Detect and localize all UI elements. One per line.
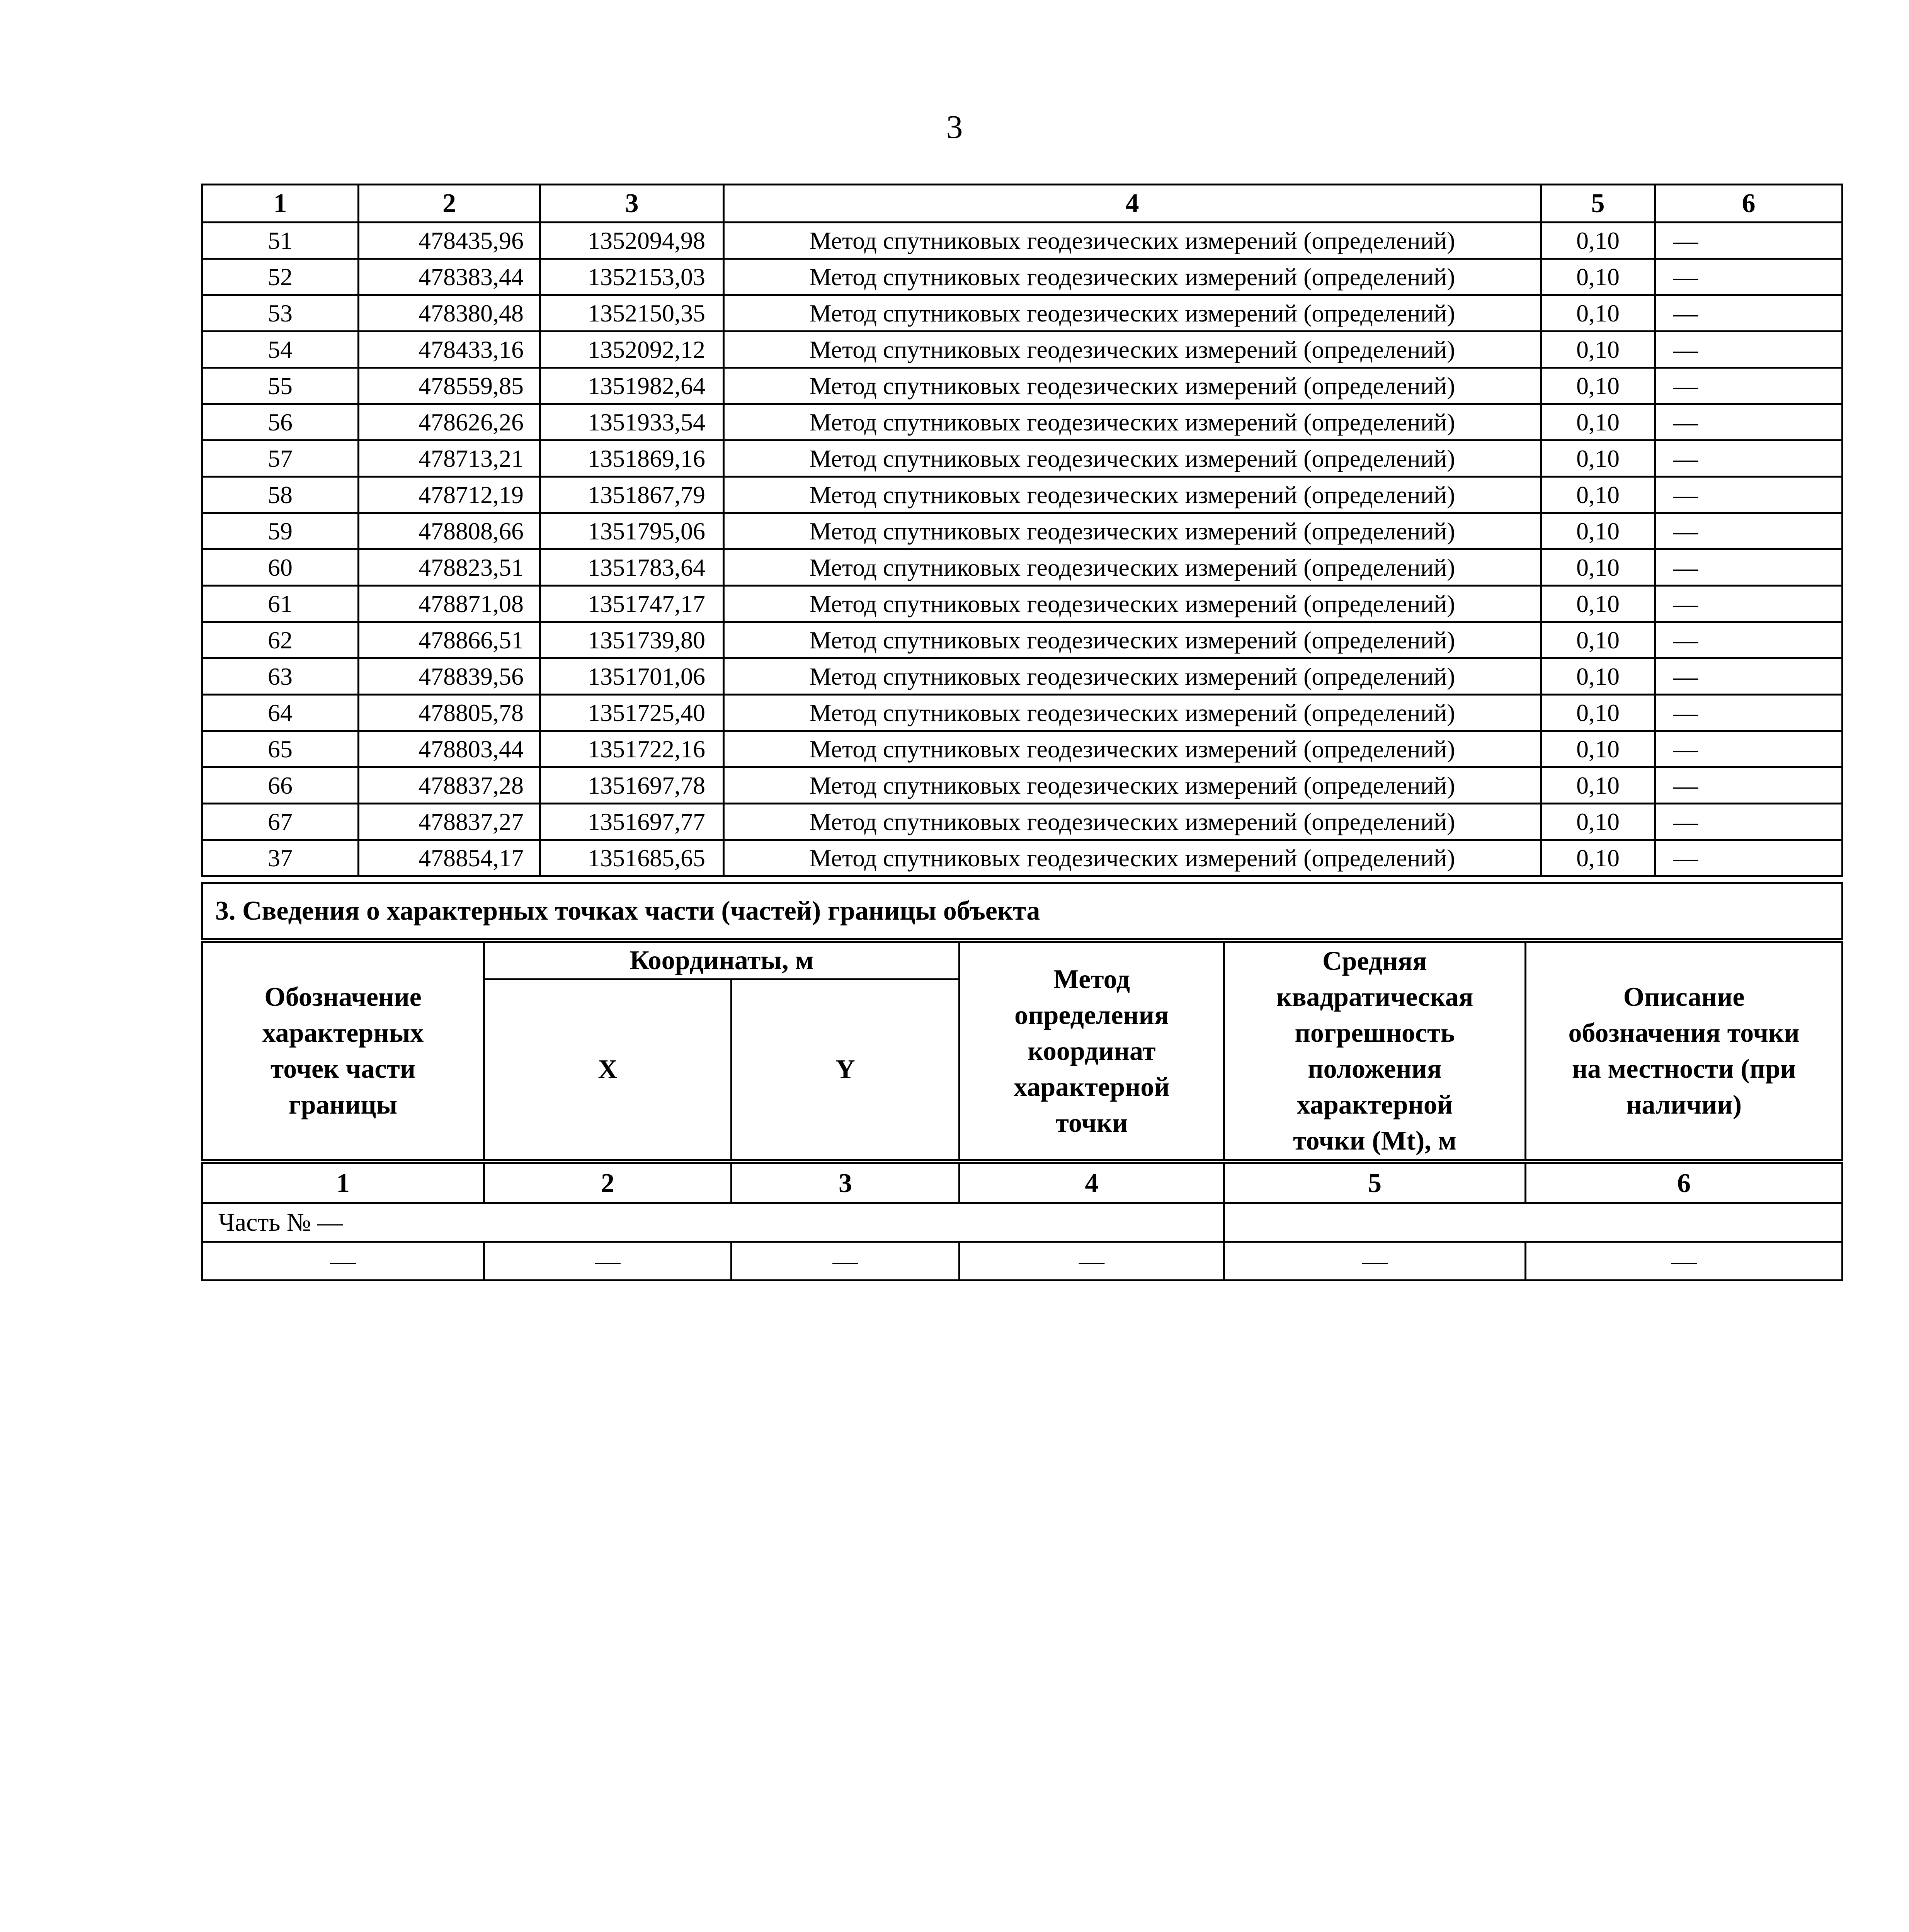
x-cell: 478871,08 bbox=[359, 586, 540, 622]
point-id-cell: 65 bbox=[202, 731, 359, 767]
error-cell: 0,10 bbox=[1541, 622, 1655, 658]
error-cell: 0,10 bbox=[1541, 840, 1655, 876]
header-line: характерных bbox=[262, 1018, 424, 1048]
x-cell: 478866,51 bbox=[359, 622, 540, 658]
y-header: Y bbox=[732, 979, 960, 1162]
table-row bbox=[202, 586, 1843, 622]
header-line: квадратическая bbox=[1276, 982, 1473, 1012]
description-cell: — bbox=[1655, 586, 1843, 622]
y-cell: 1351783,64 bbox=[540, 549, 724, 586]
header-line: Метод bbox=[1053, 964, 1130, 994]
error-cell: 0,10 bbox=[1541, 368, 1655, 404]
table-row bbox=[202, 513, 1843, 549]
x-cell: 478854,17 bbox=[359, 840, 540, 876]
header-line: на местности (при bbox=[1572, 1054, 1796, 1084]
header-line: точки bbox=[1055, 1108, 1128, 1138]
header-cell: 1 bbox=[202, 185, 359, 223]
point-id-cell: 60 bbox=[202, 549, 359, 586]
x-cell: 478713,21 bbox=[359, 440, 540, 477]
y-cell: 1352153,03 bbox=[540, 259, 724, 295]
header-line: характерной bbox=[1014, 1072, 1170, 1102]
point-id-cell: 53 bbox=[202, 295, 359, 332]
error-cell: 0,10 bbox=[1541, 295, 1655, 332]
description-cell: — bbox=[1655, 622, 1843, 658]
x-cell: 478626,26 bbox=[359, 404, 540, 440]
method-cell: Метод спутниковых геодезических измерений (определений) bbox=[724, 440, 1541, 477]
y-cell: 1352092,12 bbox=[540, 332, 724, 368]
description-cell: — bbox=[1655, 295, 1843, 332]
x-cell: 478805,78 bbox=[359, 695, 540, 731]
parts-table bbox=[201, 882, 1843, 1281]
description-cell: — bbox=[1655, 804, 1843, 840]
description-cell: — bbox=[1655, 332, 1843, 368]
method-cell: Метод спутниковых геодезических измерений (определений) bbox=[724, 332, 1541, 368]
description-cell: — bbox=[1655, 549, 1843, 586]
description-header bbox=[1526, 940, 1843, 1162]
header-line: границы bbox=[288, 1090, 398, 1120]
header-line: наличии) bbox=[1626, 1090, 1742, 1120]
table-cell: — bbox=[484, 1242, 732, 1281]
point-id-cell: 67 bbox=[202, 804, 359, 840]
column-number: 1 bbox=[202, 1162, 484, 1203]
point-id-cell: 51 bbox=[202, 223, 359, 259]
table-row bbox=[202, 404, 1843, 440]
error-cell: 0,10 bbox=[1541, 804, 1655, 840]
table-row bbox=[202, 477, 1843, 513]
description-cell: — bbox=[1655, 404, 1843, 440]
description-cell: — bbox=[1655, 477, 1843, 513]
table-row bbox=[202, 1242, 1843, 1281]
x-cell: 478808,66 bbox=[359, 513, 540, 549]
y-cell: 1352150,35 bbox=[540, 295, 724, 332]
part-empty-cell bbox=[1224, 1203, 1843, 1242]
x-cell: 478383,44 bbox=[359, 259, 540, 295]
table-cell: — bbox=[960, 1242, 1224, 1281]
method-header bbox=[960, 940, 1224, 1162]
description-cell: — bbox=[1655, 731, 1843, 767]
point-id-cell: 61 bbox=[202, 586, 359, 622]
point-id-cell: 54 bbox=[202, 332, 359, 368]
y-cell: 1351725,40 bbox=[540, 695, 724, 731]
method-cell: Метод спутниковых геодезических измерений (определений) bbox=[724, 695, 1541, 731]
error-cell: 0,10 bbox=[1541, 404, 1655, 440]
header-line: положения bbox=[1308, 1054, 1442, 1084]
part-label: Часть № — bbox=[202, 1203, 1224, 1242]
table-cell: — bbox=[202, 1242, 484, 1281]
header-line: погрешность bbox=[1295, 1018, 1455, 1048]
method-cell: Метод спутниковых геодезических измерений (определений) bbox=[724, 549, 1541, 586]
designation-header bbox=[202, 940, 484, 1162]
header-line: характерной bbox=[1296, 1090, 1453, 1120]
part-row bbox=[202, 1203, 1843, 1242]
y-cell: 1351697,78 bbox=[540, 767, 724, 804]
point-id-cell: 58 bbox=[202, 477, 359, 513]
header-cell: 6 bbox=[1655, 185, 1843, 223]
point-id-cell: 52 bbox=[202, 259, 359, 295]
method-cell: Метод спутниковых геодезических измерений (определений) bbox=[724, 767, 1541, 804]
error-cell: 0,10 bbox=[1541, 767, 1655, 804]
method-cell: Метод спутниковых геодезических измерений (определений) bbox=[724, 223, 1541, 259]
table-row bbox=[202, 295, 1843, 332]
method-cell: Метод спутниковых геодезических измерений (определений) bbox=[724, 513, 1541, 549]
section-title: 3. Сведения о характерных точках части (частей) границы объекта bbox=[202, 883, 1843, 941]
point-id-cell: 63 bbox=[202, 658, 359, 695]
error-cell: 0,10 bbox=[1541, 586, 1655, 622]
description-cell: — bbox=[1655, 695, 1843, 731]
page-number: 3 bbox=[946, 108, 963, 145]
point-id-cell: 64 bbox=[202, 695, 359, 731]
column-numbers-row bbox=[202, 1162, 1843, 1203]
error-cell: 0,10 bbox=[1541, 549, 1655, 586]
method-cell: Метод спутниковых геодезических измерений (определений) bbox=[724, 804, 1541, 840]
coordinates-table bbox=[201, 184, 1843, 877]
x-cell: 478380,48 bbox=[359, 295, 540, 332]
y-cell: 1351982,64 bbox=[540, 368, 724, 404]
table-row bbox=[202, 223, 1843, 259]
point-id-cell: 62 bbox=[202, 622, 359, 658]
table-row bbox=[202, 332, 1843, 368]
error-cell: 0,10 bbox=[1541, 695, 1655, 731]
method-cell: Метод спутниковых геодезических измерений (определений) bbox=[724, 368, 1541, 404]
description-cell: — bbox=[1655, 840, 1843, 876]
error-cell: 0,10 bbox=[1541, 440, 1655, 477]
table-cell: — bbox=[1224, 1242, 1526, 1281]
header-line: Обозначение bbox=[264, 982, 422, 1012]
x-cell: 478823,51 bbox=[359, 549, 540, 586]
header-line: Описание bbox=[1623, 982, 1745, 1012]
table-row bbox=[202, 622, 1843, 658]
method-cell: Метод спутниковых геодезических измерений (определений) bbox=[724, 622, 1541, 658]
y-cell: 1351933,54 bbox=[540, 404, 724, 440]
y-cell: 1351747,17 bbox=[540, 586, 724, 622]
table-row bbox=[202, 767, 1843, 804]
method-cell: Метод спутниковых геодезических измерений (определений) bbox=[724, 404, 1541, 440]
error-cell: 0,10 bbox=[1541, 223, 1655, 259]
point-id-cell: 66 bbox=[202, 767, 359, 804]
header-line: координат bbox=[1028, 1036, 1156, 1066]
error-header bbox=[1224, 940, 1526, 1162]
x-cell: 478803,44 bbox=[359, 731, 540, 767]
description-cell: — bbox=[1655, 368, 1843, 404]
error-cell: 0,10 bbox=[1541, 332, 1655, 368]
y-cell: 1352094,98 bbox=[540, 223, 724, 259]
table-row bbox=[202, 440, 1843, 477]
header-cell: 3 bbox=[540, 185, 724, 223]
point-id-cell: 55 bbox=[202, 368, 359, 404]
y-cell: 1351795,06 bbox=[540, 513, 724, 549]
error-cell: 0,10 bbox=[1541, 477, 1655, 513]
y-cell: 1351697,77 bbox=[540, 804, 724, 840]
column-number: 4 bbox=[960, 1162, 1224, 1203]
point-id-cell: 37 bbox=[202, 840, 359, 876]
description-cell: — bbox=[1655, 513, 1843, 549]
method-cell: Метод спутниковых геодезических измерений (определений) bbox=[724, 840, 1541, 876]
description-cell: — bbox=[1655, 658, 1843, 695]
error-cell: 0,10 bbox=[1541, 658, 1655, 695]
table-row bbox=[202, 658, 1843, 695]
point-id-cell: 59 bbox=[202, 513, 359, 549]
description-cell: — bbox=[1655, 223, 1843, 259]
header-cell: 2 bbox=[359, 185, 540, 223]
coordinates-table-header bbox=[202, 185, 1843, 223]
y-cell: 1351867,79 bbox=[540, 477, 724, 513]
y-cell: 1351739,80 bbox=[540, 622, 724, 658]
y-cell: 1351722,16 bbox=[540, 731, 724, 767]
x-cell: 478837,28 bbox=[359, 767, 540, 804]
error-cell: 0,10 bbox=[1541, 259, 1655, 295]
x-cell: 478837,27 bbox=[359, 804, 540, 840]
description-cell: — bbox=[1655, 440, 1843, 477]
method-cell: Метод спутниковых геодезических измерений (определений) bbox=[724, 295, 1541, 332]
description-cell: — bbox=[1655, 767, 1843, 804]
description-cell: — bbox=[1655, 259, 1843, 295]
header-line: обозначения точки bbox=[1568, 1018, 1800, 1048]
header-line: точки (Mt), м bbox=[1293, 1126, 1456, 1156]
table-cell: — bbox=[1526, 1242, 1843, 1281]
table-row bbox=[202, 549, 1843, 586]
table-row bbox=[202, 695, 1843, 731]
error-cell: 0,10 bbox=[1541, 731, 1655, 767]
table-row bbox=[202, 731, 1843, 767]
column-number: 2 bbox=[484, 1162, 732, 1203]
method-cell: Метод спутниковых геодезических измерений (определений) bbox=[724, 477, 1541, 513]
column-number: 5 bbox=[1224, 1162, 1526, 1203]
x-cell: 478433,16 bbox=[359, 332, 540, 368]
method-cell: Метод спутниковых геодезических измерений (определений) bbox=[724, 586, 1541, 622]
y-cell: 1351701,06 bbox=[540, 658, 724, 695]
header-line: определения bbox=[1014, 1000, 1169, 1030]
column-number: 3 bbox=[732, 1162, 960, 1203]
x-cell: 478712,19 bbox=[359, 477, 540, 513]
column-number: 6 bbox=[1526, 1162, 1843, 1203]
table-cell: — bbox=[732, 1242, 960, 1281]
coordinates-header: Координаты, м bbox=[484, 940, 960, 979]
x-cell: 478435,96 bbox=[359, 223, 540, 259]
table-row bbox=[202, 840, 1843, 876]
x-cell: 478839,56 bbox=[359, 658, 540, 695]
y-cell: 1351685,65 bbox=[540, 840, 724, 876]
method-cell: Метод спутниковых геодезических измерений (определений) bbox=[724, 259, 1541, 295]
header-cell: 5 bbox=[1541, 185, 1655, 223]
error-cell: 0,10 bbox=[1541, 513, 1655, 549]
header-line: Средняя bbox=[1322, 946, 1427, 976]
x-cell: 478559,85 bbox=[359, 368, 540, 404]
table-row bbox=[202, 804, 1843, 840]
method-cell: Метод спутниковых геодезических измерений (определений) bbox=[724, 731, 1541, 767]
x-header: X bbox=[484, 979, 732, 1162]
point-id-cell: 57 bbox=[202, 440, 359, 477]
method-cell: Метод спутниковых геодезических измерений (определений) bbox=[724, 658, 1541, 695]
table-row bbox=[202, 259, 1843, 295]
table-row bbox=[202, 368, 1843, 404]
header-cell: 4 bbox=[724, 185, 1541, 223]
header-line: точек части bbox=[270, 1054, 416, 1084]
point-id-cell: 56 bbox=[202, 404, 359, 440]
y-cell: 1351869,16 bbox=[540, 440, 724, 477]
